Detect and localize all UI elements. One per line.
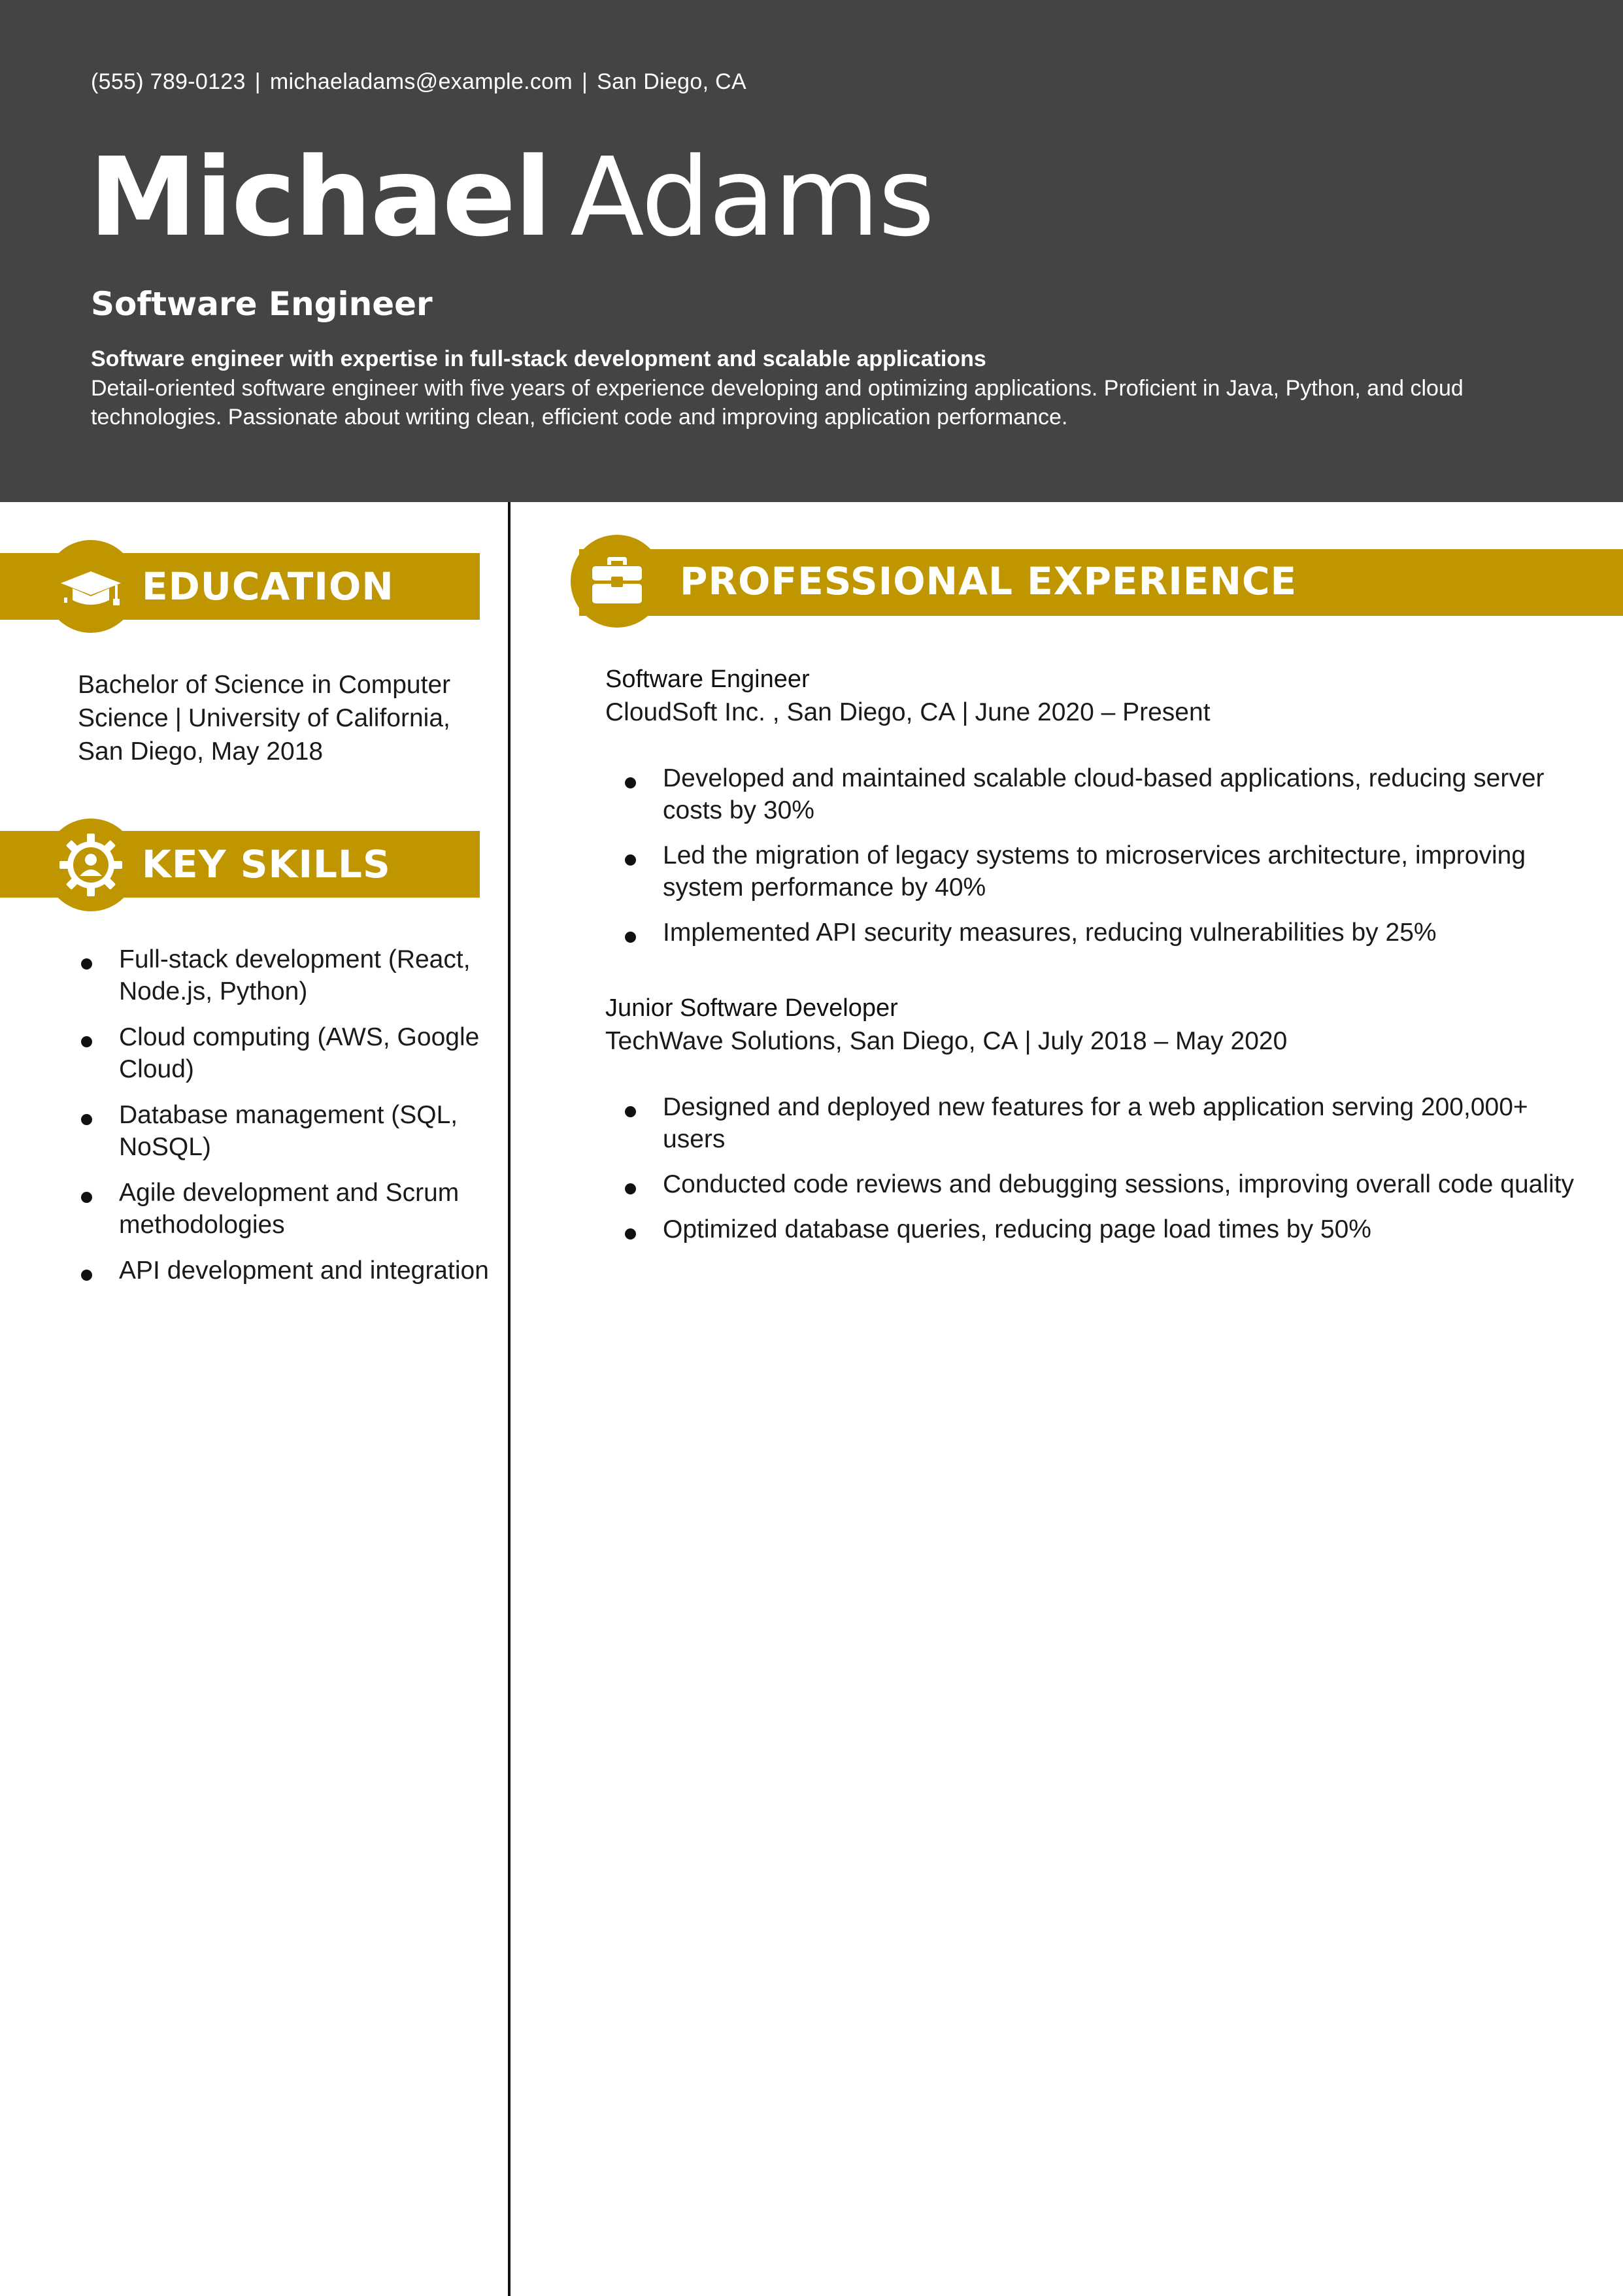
location: San Diego, CA (597, 69, 746, 94)
job-entry (605, 663, 1586, 962)
list-item: Full-stack development (React, Node.js, Python) (77, 943, 495, 1007)
job-bullets (605, 1091, 1586, 1245)
job-title: Software Engineer (91, 285, 433, 323)
phone-number: (555) 789-0123 (91, 69, 246, 94)
job-meta (605, 1024, 1586, 1058)
school: University of California, San Diego, May 2018 (78, 704, 450, 766)
list-item: Led the migration of legacy systems to microservices architecture, improving system performance by 40% (605, 839, 1586, 903)
toolbox-icon (571, 535, 663, 628)
experience-icon-circle (571, 535, 663, 628)
education-entry (78, 668, 490, 768)
job-separator: | (962, 698, 969, 726)
last-name: Adams (570, 135, 934, 261)
list-item: Agile development and Scrum methodologies (77, 1177, 495, 1241)
experience-heading: PROFESSIONAL EXPERIENCE (680, 559, 1297, 603)
skills-list (77, 943, 495, 1300)
contact-separator: | (254, 69, 261, 94)
column-divider (508, 502, 510, 2296)
graduation-cap-icon (44, 540, 137, 633)
education-heading: EDUCATION (142, 564, 394, 609)
job-dates: July 2018 – May 2020 (1037, 1027, 1288, 1055)
skills-heading: KEY SKILLS (142, 842, 391, 886)
gear-user-icon (44, 819, 137, 911)
list-item: Designed and deployed new features for a web application serving 200,000+ users (605, 1091, 1586, 1155)
email-address: michaeladams@example.com (269, 69, 573, 94)
list-item: Database management (SQL, NoSQL) (77, 1099, 495, 1163)
job-bullets (605, 762, 1586, 949)
education-icon-circle (44, 540, 137, 633)
degree: Bachelor of Science in Computer Science (78, 671, 451, 732)
list-item: Developed and maintained scalable cloud-based applications, reducing server costs by 30% (605, 762, 1586, 826)
list-item: Cloud computing (AWS, Google Cloud) (77, 1021, 495, 1085)
first-name: Michael (89, 135, 551, 261)
company-location: CloudSoft Inc. , San Diego, CA (605, 698, 956, 726)
job-entry (605, 992, 1586, 1258)
resume-header (0, 0, 1623, 502)
job-role: Junior Software Developer (605, 994, 898, 1022)
list-item: Implemented API security measures, reducing vulnerabilities by 25% (605, 917, 1586, 949)
contact-separator: | (581, 69, 588, 94)
skills-icon-circle (44, 819, 137, 911)
education-separator: | (175, 704, 182, 732)
list-item: Conducted code reviews and debugging sessions, improving overall code quality (605, 1168, 1586, 1200)
list-item: Optimized database queries, reducing page load times by 50% (605, 1213, 1586, 1245)
contact-line (91, 69, 746, 95)
job-meta (605, 696, 1586, 730)
summary-headline: Software engineer with expertise in full-stack development and scalable applications (91, 346, 986, 371)
company-location: TechWave Solutions, San Diego, CA (605, 1027, 1018, 1055)
full-name (89, 135, 934, 261)
job-role: Software Engineer (605, 666, 810, 693)
summary-text: Detail-oriented software engineer with five years of experience developing and optimizing applications. Proficient in Java, Python, and cloud technologies. Passionate about writing clean, efficient code and improving application performance. (91, 376, 1464, 430)
list-item: API development and integration (77, 1255, 495, 1287)
job-separator: | (1024, 1027, 1031, 1055)
job-dates: June 2020 – Present (975, 698, 1211, 726)
